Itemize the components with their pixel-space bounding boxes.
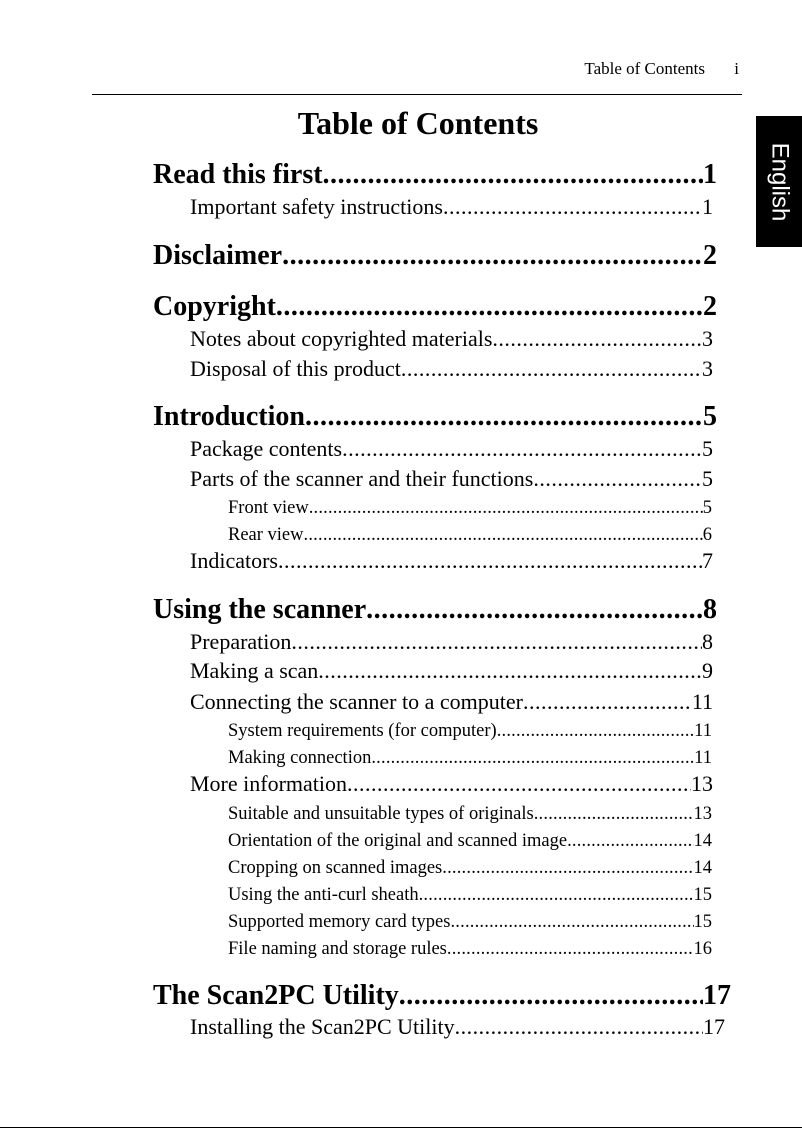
toc-dot-leader (447, 937, 694, 961)
toc-dot-leader (371, 746, 694, 770)
toc-entry-page: 17 (703, 1014, 725, 1039)
toc-entry-label: Indicators (190, 548, 278, 573)
toc-entry-page: 7 (702, 548, 713, 573)
toc-entry-label: Using the anti-curl sheath (228, 885, 419, 905)
toc-dot-leader (318, 657, 702, 685)
toc-entry-level-1[interactable] (153, 979, 731, 1013)
toc-dot-leader (450, 910, 693, 934)
toc-dot-leader (304, 523, 703, 547)
toc-entry-page: 15 (693, 912, 712, 932)
toc-dot-leader (567, 829, 693, 853)
toc-entry-page: 8 (703, 594, 717, 625)
toc-entry-level-3[interactable] (228, 496, 712, 520)
toc-dot-leader (309, 496, 703, 520)
toc-dot-leader (366, 593, 703, 627)
toc-entry-label: Parts of the scanner and their functions (190, 466, 534, 491)
toc-entry-page: 14 (693, 858, 712, 878)
toc-entry-label: Copyright (153, 291, 276, 322)
toc-entry-label: Read this first (153, 159, 323, 190)
toc-entry-page: 5 (702, 498, 712, 518)
toc-dot-leader (282, 239, 703, 273)
toc-entry-label: Orientation of the original and scanned image (228, 831, 568, 851)
toc-entry-page: 5 (703, 401, 717, 432)
toc-dot-leader (347, 770, 691, 798)
toc-entry-level-2[interactable] (190, 465, 713, 493)
toc-entry-level-3[interactable] (228, 937, 712, 961)
toc-entry-page: 11 (691, 689, 713, 714)
toc-entry-label: Installing the Scan2PC Utility (190, 1014, 455, 1039)
toc-entry-page: 15 (693, 885, 712, 905)
toc-entry-level-2[interactable] (190, 688, 713, 716)
toc-entry-level-1[interactable] (153, 158, 717, 192)
toc-entry-page: 3 (702, 356, 713, 381)
toc-entry-label: Making a scan (190, 658, 319, 683)
toc-entry-level-3[interactable] (228, 746, 712, 770)
toc-dot-leader (534, 802, 694, 826)
toc-entry-page: 5 (702, 466, 713, 491)
toc-entry-level-2[interactable] (190, 325, 713, 353)
toc-entry-page: 8 (702, 629, 713, 654)
toc-dot-leader (399, 979, 703, 1013)
toc-dot-leader (401, 355, 702, 383)
toc-entry-label: Important safety instructions (190, 194, 443, 219)
toc-entry-level-1[interactable] (153, 593, 717, 627)
toc-entry-level-2[interactable] (190, 628, 713, 656)
toc-entry-label: Front view (228, 498, 309, 518)
toc-dot-leader (492, 325, 702, 353)
toc-entry-level-2[interactable] (190, 547, 713, 575)
toc-dot-leader (523, 688, 692, 716)
toc-entry-page: 13 (691, 771, 713, 796)
toc-entry-label: Using the scanner (153, 594, 367, 625)
toc-dot-leader (442, 856, 693, 880)
toc-entry-level-1[interactable] (153, 400, 717, 434)
toc-entry-level-3[interactable] (228, 829, 712, 853)
toc-entry-level-2[interactable] (190, 435, 713, 463)
toc-entry-label: The Scan2PC Utility (153, 980, 399, 1011)
toc-entry-level-3[interactable] (228, 523, 712, 547)
page-bottom-edge (0, 1127, 802, 1128)
toc-entry-level-3[interactable] (228, 883, 712, 907)
running-header-page-number: i (734, 59, 739, 78)
toc-dot-leader (533, 465, 702, 493)
toc-entry-label: Preparation (190, 629, 292, 654)
toc-entry-label: Notes about copyrighted materials (190, 326, 493, 351)
toc-dot-leader (305, 400, 703, 434)
toc-entry-label: Introduction (153, 401, 305, 432)
toc-entry-page: 1 (703, 159, 717, 190)
toc-entry-page: 14 (693, 831, 712, 851)
toc-entry-label: Disposal of this product (190, 356, 401, 381)
toc-entry-page: 3 (702, 326, 713, 351)
toc-entry-page: 2 (703, 291, 717, 322)
toc-entry-level-3[interactable] (228, 910, 712, 934)
toc-dot-leader (455, 1013, 703, 1041)
toc-entry-label: Rear view (228, 525, 304, 545)
toc-entry-label: Suitable and unsuitable types of originals (228, 804, 534, 824)
toc-entry-page: 16 (693, 939, 712, 959)
toc-entry-page: 11 (694, 748, 712, 768)
toc-entry-label: Making connection (228, 748, 372, 768)
toc-entry-page: 6 (702, 525, 712, 545)
toc-entry-label: Package contents (190, 436, 343, 461)
toc-entry-page: 11 (694, 721, 712, 741)
page-title: Table of Contents (297, 105, 539, 141)
toc-entry-level-3[interactable] (228, 856, 712, 880)
toc-entry-label: Connecting the scanner to a computer (190, 689, 523, 714)
toc-entry-level-2[interactable] (190, 355, 713, 383)
toc-entry-level-3[interactable] (228, 802, 712, 826)
toc-entry-level-1[interactable] (153, 290, 717, 324)
language-tab-label: English (766, 142, 793, 221)
toc-entry-page: 17 (703, 980, 731, 1011)
toc-entry-page: 13 (693, 804, 712, 824)
toc-dot-leader (419, 883, 694, 907)
toc-entry-label: System requirements (for computer) (228, 721, 497, 741)
toc-dot-leader (278, 547, 702, 575)
toc-entry-level-2[interactable] (190, 657, 713, 685)
toc-dot-leader (276, 290, 703, 324)
toc-dot-leader (323, 158, 703, 192)
toc-entry-level-2[interactable] (190, 193, 713, 221)
toc-entry-label: File naming and storage rules (228, 939, 447, 959)
toc-entry-page: 5 (702, 436, 713, 461)
toc-entry-level-2[interactable] (190, 1013, 725, 1041)
toc-dot-leader (291, 628, 702, 656)
toc-entry-label: Cropping on scanned images (228, 858, 443, 878)
toc-entry-level-3[interactable] (228, 719, 712, 743)
toc-entry-level-2[interactable] (190, 770, 713, 798)
toc-entry-page: 1 (702, 194, 713, 219)
toc-entry-page: 9 (702, 658, 713, 683)
toc-dot-leader (497, 719, 694, 743)
toc-entry-page: 2 (703, 240, 717, 271)
toc-entry-label: Disclaimer (153, 240, 283, 271)
toc-entry-level-1[interactable] (153, 239, 717, 273)
toc-entry-label: Supported memory card types (228, 912, 451, 932)
toc-dot-leader (443, 193, 702, 221)
toc-entry-label: More information (190, 771, 348, 796)
running-header-title: Table of Contents (584, 59, 705, 78)
toc-dot-leader (342, 435, 702, 463)
